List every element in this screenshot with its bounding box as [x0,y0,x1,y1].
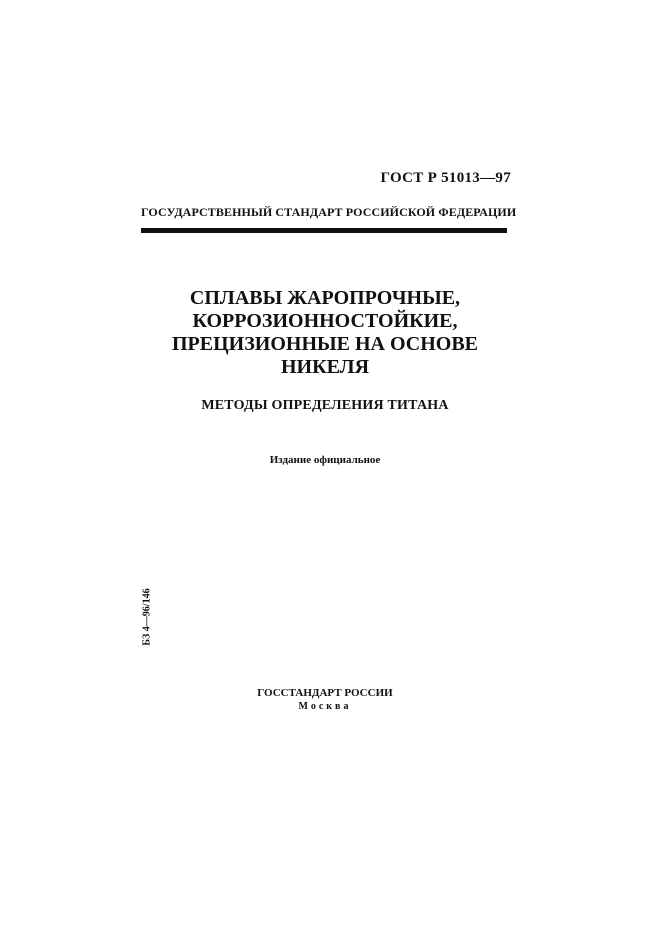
publisher-city: Москва [298,701,352,712]
document-title [110,287,540,379]
title-line-1: СПЛАВЫ ЖАРОПРОЧНЫЕ, [189,287,461,309]
document-subtitle: МЕТОДЫ ОПРЕДЕЛЕНИЯ ТИТАНА [201,398,449,413]
document-number: ГОСТ Р 51013—97 [380,170,511,186]
title-line-4: НИКЕЛЯ [280,356,370,378]
edition-label: Издание официальное [269,454,381,466]
title-line-2: КОРРОЗИОННОСТОЙКИЕ, [192,310,458,332]
standard-type-heading: ГОСУДАРСТВЕННЫЙ СТАНДАРТ РОССИЙСКОЙ ФЕДЕРАЦИИ [141,205,517,219]
title-line-3: ПРЕЦИЗИОННЫЕ НА ОСНОВЕ [171,333,479,355]
side-code: БЗ 4—96/146 [141,588,153,646]
heading-divider [141,228,507,233]
side-code-container [137,586,157,648]
publisher-name: ГОССТАНДАРТ РОССИИ [257,687,393,699]
